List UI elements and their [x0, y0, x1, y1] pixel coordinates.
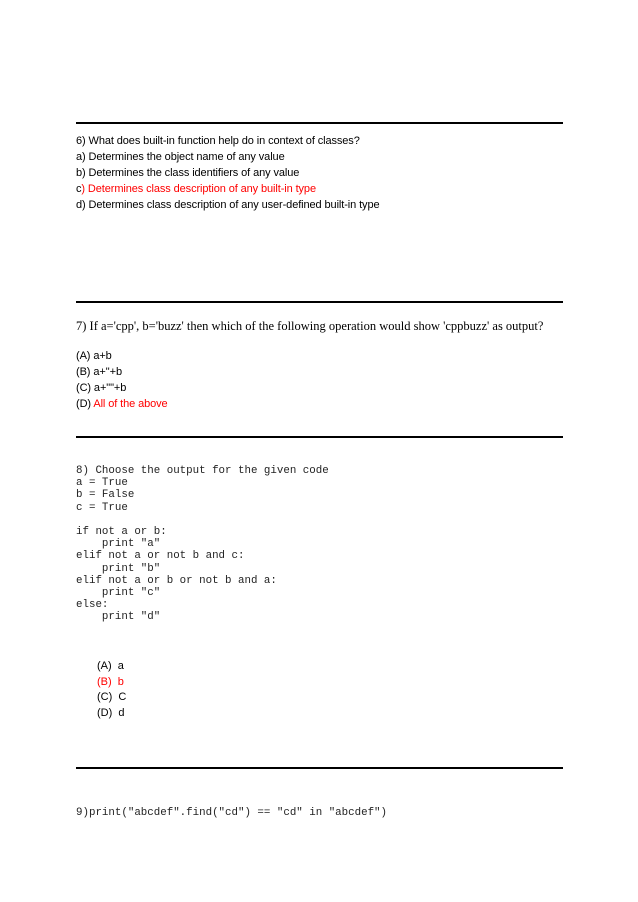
question-6-option-d: d) Determines class description of any user-defined built-in type [76, 199, 380, 211]
option-d-answer: All of the above [93, 398, 168, 410]
option-c-answer: ) Determines class description of any built-in type [81, 183, 316, 195]
question-7 [76, 318, 566, 412]
question-8-option-b: (B) b [97, 675, 124, 688]
question-7-option-b: (B) a+''+b [76, 366, 123, 378]
divider-q9 [76, 767, 563, 769]
question-8-option-d: (D) d [97, 706, 125, 719]
question-8 [76, 465, 566, 624]
question-7-option-c: (C) a+""+b [76, 382, 127, 394]
question-8-code: 8) Choose the output for the given code a = True b = False c = True if not a or b: print "a" elif not a or not b and c: print "b" elif not a or b or not b and a: print "c" else: print "d" [76, 465, 329, 624]
question-6-text: 6) What does built-in function help do in context of classes? [76, 135, 360, 147]
question-6-option-c [76, 181, 566, 197]
question-9 [76, 806, 566, 820]
question-7-option-a: (A) a+b [76, 350, 112, 362]
divider-q8 [76, 436, 563, 438]
question-8-option-c: (C) C [97, 691, 127, 703]
option-c-prefix: c [76, 183, 82, 195]
question-6 [76, 133, 566, 213]
question-8-option-a: (A) a [97, 660, 124, 672]
question-9-code: 9)print("abcdef".find("cd") == "cd" in "abcdef") [76, 807, 388, 819]
question-7-text: 7) If a='cpp', b='buzz' then which of the following operation would show 'cppbuzz' as output? [76, 319, 544, 333]
question-7-option-d [76, 396, 566, 412]
question-6-option-a: a) Determines the object name of any value [76, 151, 285, 163]
option-d-prefix: (D) [76, 398, 94, 410]
question-8-options [97, 659, 587, 721]
divider-q7 [76, 301, 563, 303]
question-6-option-b: b) Determines the class identifiers of any value [76, 167, 300, 179]
divider-q6 [76, 122, 563, 124]
